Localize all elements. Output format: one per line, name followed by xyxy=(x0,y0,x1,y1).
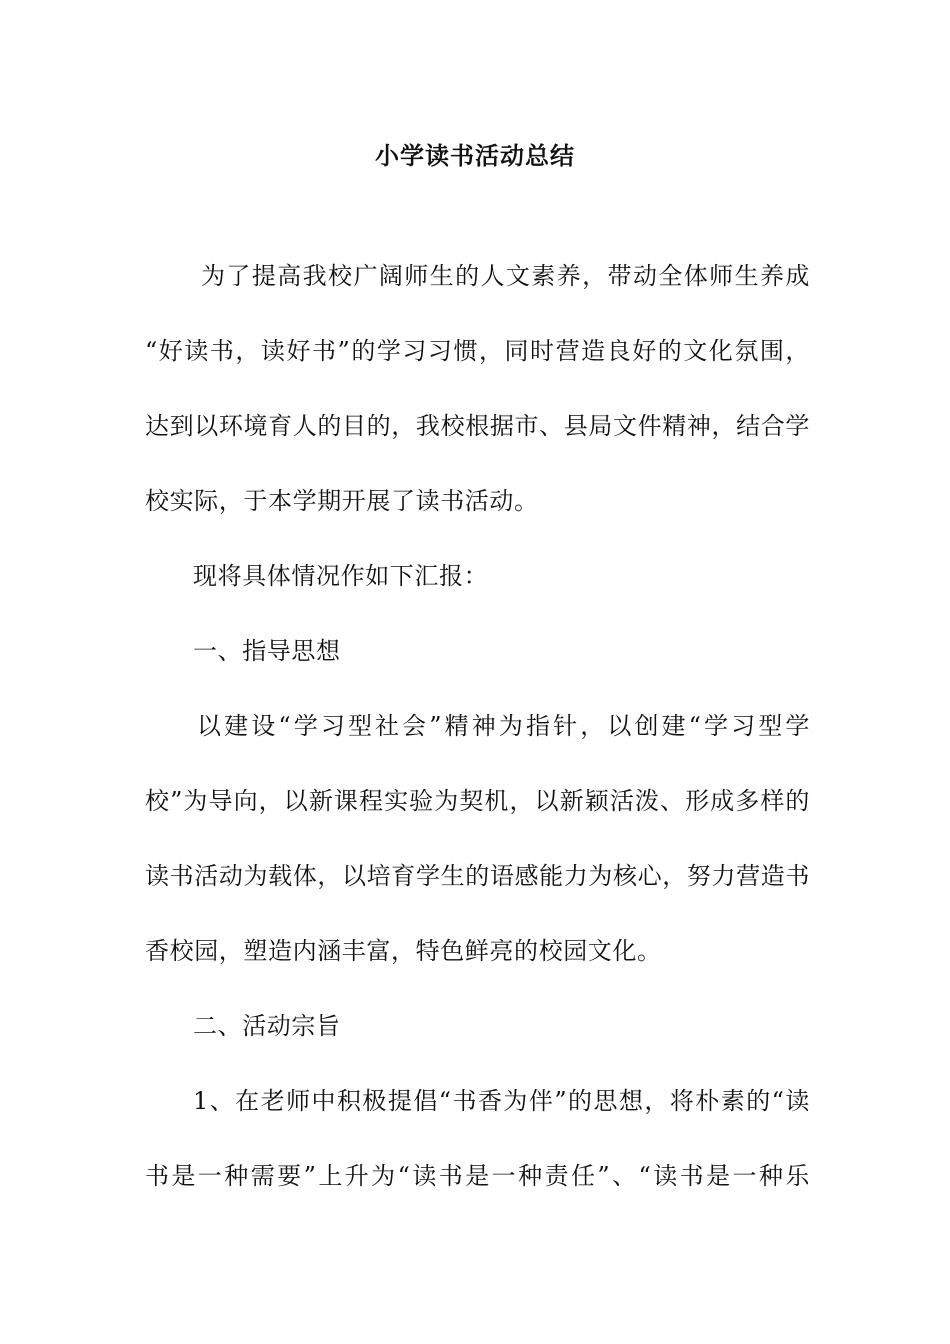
paragraph-line: 为了提高我校广阔师生的人文素养，带动全体师生养成 xyxy=(201,262,810,290)
document-title: 小学读书活动总结 xyxy=(375,141,575,170)
paragraph-line: “好读书，读好书”的学习习惯，同时营造良好的文化氛围， xyxy=(145,337,810,365)
paragraph-line: 校”为导向，以新课程实验为契机，以新颖活泼、形成多样的 xyxy=(145,787,810,815)
paragraph-line: 现将具体情况作如下汇报： xyxy=(193,562,489,590)
paragraph-line: 书是一种需要”上升为“读书是一种责任”、“读书是一种乐 xyxy=(145,1162,810,1190)
paragraph-line: 校实际，于本学期开展了读书活动。 xyxy=(145,487,539,515)
section-heading: 一、指导思想 xyxy=(193,637,341,665)
paragraph-line: 香校园，塑造内涵丰富，特色鲜亮的校园文化。 xyxy=(145,937,662,965)
paragraph-line: 以建设“学习型社会”精神为指针，以创建“学习型学 xyxy=(197,712,810,740)
paragraph-line: 1、在老师中积极提倡“书香为伴”的思想，将朴素的“读 xyxy=(193,1087,810,1115)
paragraph-line: 读书活动为载体，以培育学生的语感能力为核心，努力营造书 xyxy=(145,862,810,890)
paragraph-line: 达到以环境育人的目的，我校根据市、县局文件精神，结合学 xyxy=(145,412,810,440)
section-heading: 二、活动宗旨 xyxy=(193,1012,341,1040)
